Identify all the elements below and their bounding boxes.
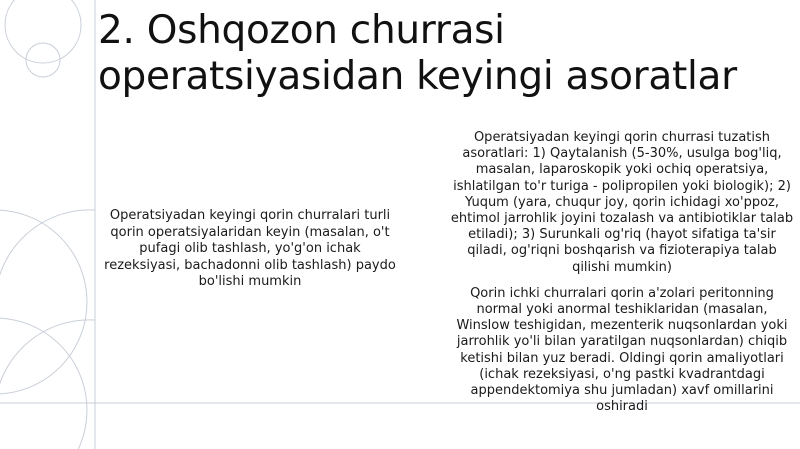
right-text-block [448, 130, 796, 423]
slide-title: 2. Oshqozon churrasi operatsiyasidan keyingi asoratlar [98, 8, 737, 99]
left-text-block: Operatsiyadan keyingi qorin churralari turli qorin operatsiyalaridan keyin (masalan, o't pufagi olib tashlash, yo'g'on ichak rezeksiyasi, bachadonni olib tashlash) paydo bo'lishi mumkin [104, 208, 396, 289]
right-paragraph-complications: Operatsiyadan keyingi qorin churrasi tuzatish asoratlari: 1) Qaytalanish (5-30%, usulga bog'liq, masalan, laparoskopik yoki ochiq operatsiya, ishlatilgan to'r turiga - polipropilen yoki biologik); 2) Yuqum (yara, chuqur joy, qorin ichidagi xo'ppoz, ehtimol jarrohlik joyini tozalash va antibiotiklar talab etiladi); 3) Surunkali og'riq (hayot sifatiga ta'sir qiladi, og'riqni boshqarish va fizioterapiya talab qilishi mumkin) [450, 130, 794, 275]
right-paragraph-internal-hernias: Qorin ichki churralari qorin a'zolari peritonning normal yoki anormal teshiklaridan (masalan, Winslow teshigidan, mezenterik nuqsonlardan yoki jarrohlik yo'li bilan yaratilgan nuqsonlardan) chiqib ketishi bilan yuz beradi. Oldingi qorin amaliyotlari (ichak rezeksiyasi, o'ng pastki kvadrantdagi appendektomiya shu jumladan) xavf omillarini oshiradi [456, 285, 788, 415]
